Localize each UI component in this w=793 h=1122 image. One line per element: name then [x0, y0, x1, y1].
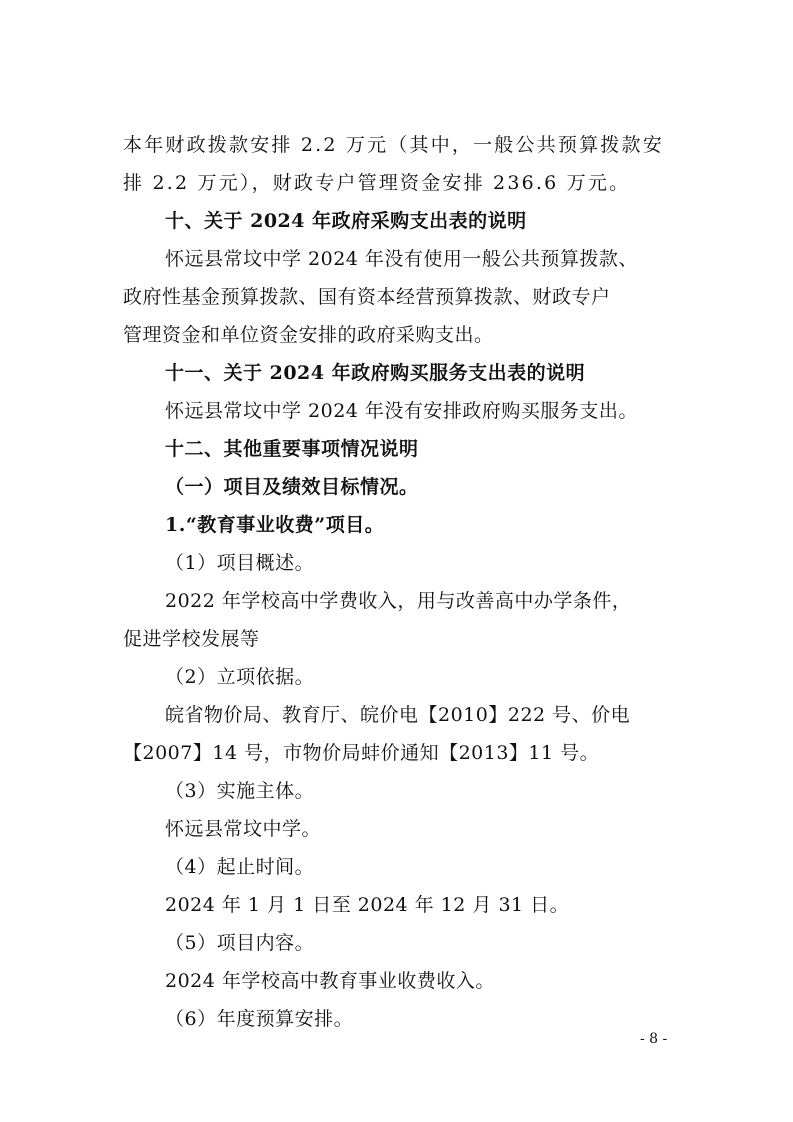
body-text-line: 排 2.2 万元），财政专户管理资金安排 236.6 万元。: [123, 172, 631, 194]
item-heading: 1.“教育事业收费”项目。: [165, 514, 385, 536]
body-text-line: 皖省物价局、教育厅、皖价电【2010】222 号、价电: [165, 704, 631, 726]
item-subheading: （1）项目概述。: [165, 552, 315, 574]
item-subheading: （5）项目内容。: [165, 932, 315, 954]
body-text-line: 怀远县常坟中学。: [165, 818, 322, 840]
subsection-heading: （一）项目及绩效目标情况。: [165, 476, 419, 498]
body-text-line: 怀远县常坟中学 2024 年没有安排政府购买服务支出。: [165, 400, 638, 422]
body-text-line: 促进学校发展等: [123, 628, 260, 650]
section-heading: 十、关于 2024 年政府采购支出表的说明: [165, 210, 527, 232]
page-number: - 8 -: [640, 1031, 668, 1047]
body-text-line: 怀远县常坟中学 2024 年没有使用一般公共预算拨款、: [165, 248, 638, 270]
section-heading: 十二、其他重要事项情况说明: [165, 438, 419, 460]
section-heading: 十一、关于 2024 年政府购买服务支出表的说明: [165, 362, 586, 384]
body-text-line: 2024 年 1 月 1 日至 2024 年 12 月 31 日。: [165, 894, 570, 916]
item-subheading: （3）实施主体。: [165, 780, 315, 802]
body-text-line: 政府性基金预算拨款、国有资本经营预算拨款、财政专户: [123, 286, 611, 308]
item-subheading: （4）起止时间。: [165, 856, 315, 878]
body-text-line: 2024 年学校高中教育事业收费收入。: [165, 970, 495, 992]
body-text-line: 管理资金和单位资金安排的政府采购支出。: [123, 324, 494, 346]
item-subheading: （6）年度预算安排。: [165, 1008, 354, 1030]
body-text-line: 本年财政拨款安排 2.2 万元（其中，一般公共预算拨款安: [123, 134, 664, 156]
body-text-line: 2022 年学校高中学费收入，用与改善高中办学条件，: [165, 590, 632, 612]
item-subheading: （2）立项依据。: [165, 666, 315, 688]
body-text-line: 【2007】14 号，市物价局蚌价通知【2013】11 号。: [123, 742, 600, 764]
